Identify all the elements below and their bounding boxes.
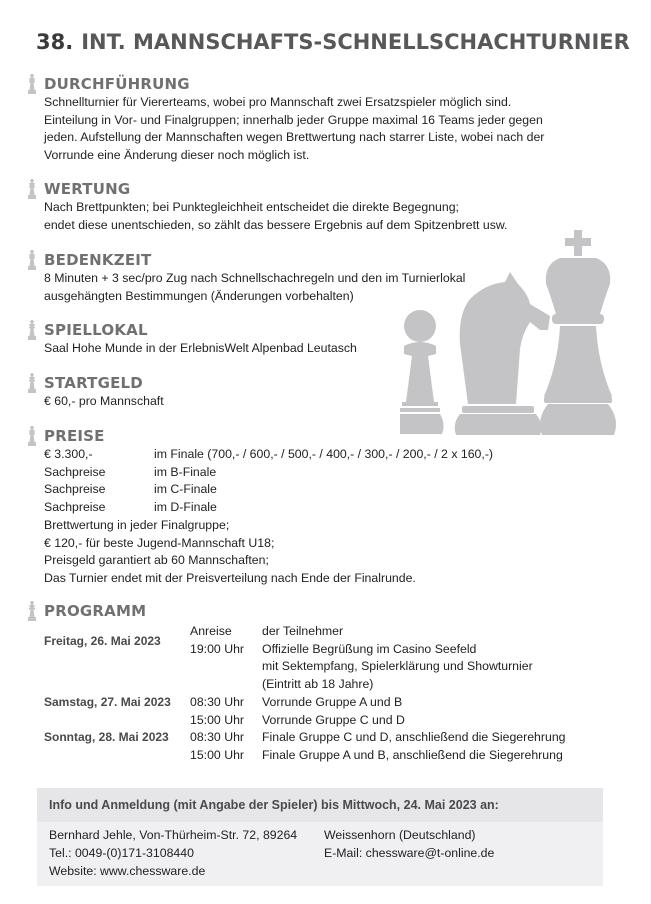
chess-king-icon [26, 373, 38, 393]
schedule-desc: (Eintritt ab 18 Jahre) [262, 677, 374, 692]
prize-desc: im B-Finale [154, 464, 217, 479]
text-line: 8 Minuten + 3 sec/pro Zug nach Schnellschachregeln und den im Turnierlokal [44, 271, 466, 285]
section-title: PREISE [44, 427, 105, 445]
prize-row [44, 481, 626, 499]
text-line: Brettwertung in jeder Finalgruppe; [44, 517, 230, 532]
chess-king-icon [26, 74, 38, 94]
info-address: Bernhard Jehle, Von-Thürheim-Str. 72, 89264 [49, 828, 298, 842]
text-line: ausgehängten Bestimmungen (Änderungen vorbehalten) [44, 288, 354, 303]
schedule-row [44, 658, 626, 676]
schedule-day: Sonntag, 28. Mai 2023 [44, 730, 169, 745]
chess-king-icon [26, 601, 38, 621]
schedule-desc: Vorrunde Gruppe A und B [262, 694, 403, 709]
section-title: WERTUNG [44, 180, 131, 198]
page-title [36, 30, 630, 54]
chess-king-icon [540, 230, 616, 435]
schedule-desc: Finale Gruppe A und B, anschließend die Siegerehrung [262, 747, 563, 762]
prize-desc: im C-Finale [154, 482, 217, 497]
section-title: BEDENKZEIT [44, 251, 152, 269]
text-line: Vorrunde eine Änderung dieser noch möglich ist. [44, 148, 310, 163]
edition-number: 38. [36, 30, 74, 54]
text-line: endet diese unentschieden, so zählt das bessere Ergebnis auf dem Spitzenbrett usw. [44, 217, 508, 232]
schedule-time: 08:30 Uhr [190, 730, 245, 745]
section-body [44, 446, 626, 588]
schedule-time: Anreise [190, 624, 232, 638]
schedule-desc: der Teilnehmer [262, 624, 344, 638]
prize-desc: im D-Finale [154, 500, 217, 515]
schedule-row [44, 676, 626, 694]
schedule-day [44, 712, 190, 730]
prize-row [44, 446, 626, 464]
text-line: € 120,- für beste Jugend-Mannschaft U18; [44, 535, 275, 550]
schedule-time [190, 658, 262, 676]
schedule-row [44, 729, 626, 747]
schedule-row [44, 747, 626, 765]
schedule-desc: Vorrunde Gruppe C und D [262, 712, 405, 727]
schedule-row [44, 694, 626, 712]
info-phone: Tel.: 0049-(0)171-3108440 [49, 846, 194, 860]
prize-amount: Sachpreise [44, 464, 106, 479]
schedule-desc: Offizielle Begrüßung im Casino Seefeld [262, 641, 477, 656]
schedule-time: 19:00 Uhr [190, 641, 245, 656]
schedule-day: Samstag, 27. Mai 2023 [44, 694, 171, 709]
title-text: INT. MANNSCHAFTS-SCHNELLSCHACHTURNIER [81, 30, 630, 54]
schedule-time: 15:00 Uhr [190, 712, 245, 727]
section-title: DURCHFÜHRUNG [44, 75, 190, 93]
chess-king-icon [26, 426, 38, 446]
prize-row [44, 499, 626, 517]
info-website[interactable]: Website: www.chessware.de [49, 864, 206, 878]
info-email[interactable]: E-Mail: chessware@t-online.de [324, 846, 495, 860]
schedule-day: Freitag, 26. Mai 2023 [44, 633, 161, 648]
section-title: STARTGELD [44, 374, 143, 392]
prize-amount: Sachpreise [44, 482, 106, 497]
text-line: € 60,- pro Mannschaft [44, 394, 164, 408]
chess-pawn-icon [400, 310, 444, 434]
chess-king-icon [26, 250, 38, 270]
text-line: Schnellturnier für Viererteams, wobei pro Mannschaft zwei Ersatzspieler möglich sind. [44, 95, 512, 109]
prize-desc: im Finale (700,- / 600,- / 500,- / 400,- / 300,- / 200,- / 2 x 160,-) [154, 447, 494, 461]
text-line: Nach Brettpunkten; bei Punktegleichheit entscheidet die direkte Begegnung; [44, 200, 459, 214]
schedule-time: 15:00 Uhr [190, 747, 245, 762]
section-title: PROGRAMM [44, 602, 147, 620]
info-box [37, 788, 603, 886]
program-schedule [44, 623, 626, 765]
schedule-desc: Finale Gruppe C und D, anschließend die Siegerehrung [262, 730, 566, 745]
section-programm [26, 601, 626, 765]
schedule-row [44, 633, 626, 659]
schedule-day [44, 658, 190, 676]
info-heading: Info und Anmeldung (mit Angabe der Spieler) bis Mittwoch, 24. Mai 2023 an: [37, 788, 603, 822]
schedule-desc: mit Sektempfang, Spielerklärung und Showturnier [262, 659, 533, 674]
chess-king-icon [26, 320, 38, 340]
chess-pieces-illustration [400, 224, 630, 436]
text-line: jeden. Aufstellung der Mannschaften wegen Brettwertung nach starrer Liste, wobei nach der [44, 130, 545, 145]
section-title: SPIELLOKAL [44, 321, 148, 339]
section-preise [26, 426, 626, 588]
info-city: Weissenhorn (Deutschland) [324, 828, 476, 842]
prize-amount: Sachpreise [44, 500, 106, 515]
prize-row [44, 464, 626, 482]
chess-king-icon [26, 179, 38, 199]
text-line: Preisgeld garantiert ab 60 Mannschaften; [44, 553, 269, 568]
schedule-day [44, 747, 190, 765]
section-body [44, 94, 626, 165]
section-durchfuehrung [26, 74, 626, 165]
prize-amount: € 3.300,- [44, 447, 93, 461]
schedule-row [44, 712, 626, 730]
chess-knight-icon [455, 272, 550, 435]
schedule-time [190, 676, 262, 694]
text-line: Das Turnier endet mit der Preisverteilung nach Ende der Finalrunde. [44, 570, 416, 585]
text-line: Einteilung in Vor- und Finalgruppen; innerhalb jeder Gruppe maximal 16 Teams jeder gegen [44, 112, 543, 127]
schedule-time: 08:30 Uhr [190, 694, 245, 709]
text-line: Saal Hohe Munde in der ErlebnisWelt Alpenbad Leutasch [44, 341, 357, 355]
schedule-day [44, 676, 190, 694]
